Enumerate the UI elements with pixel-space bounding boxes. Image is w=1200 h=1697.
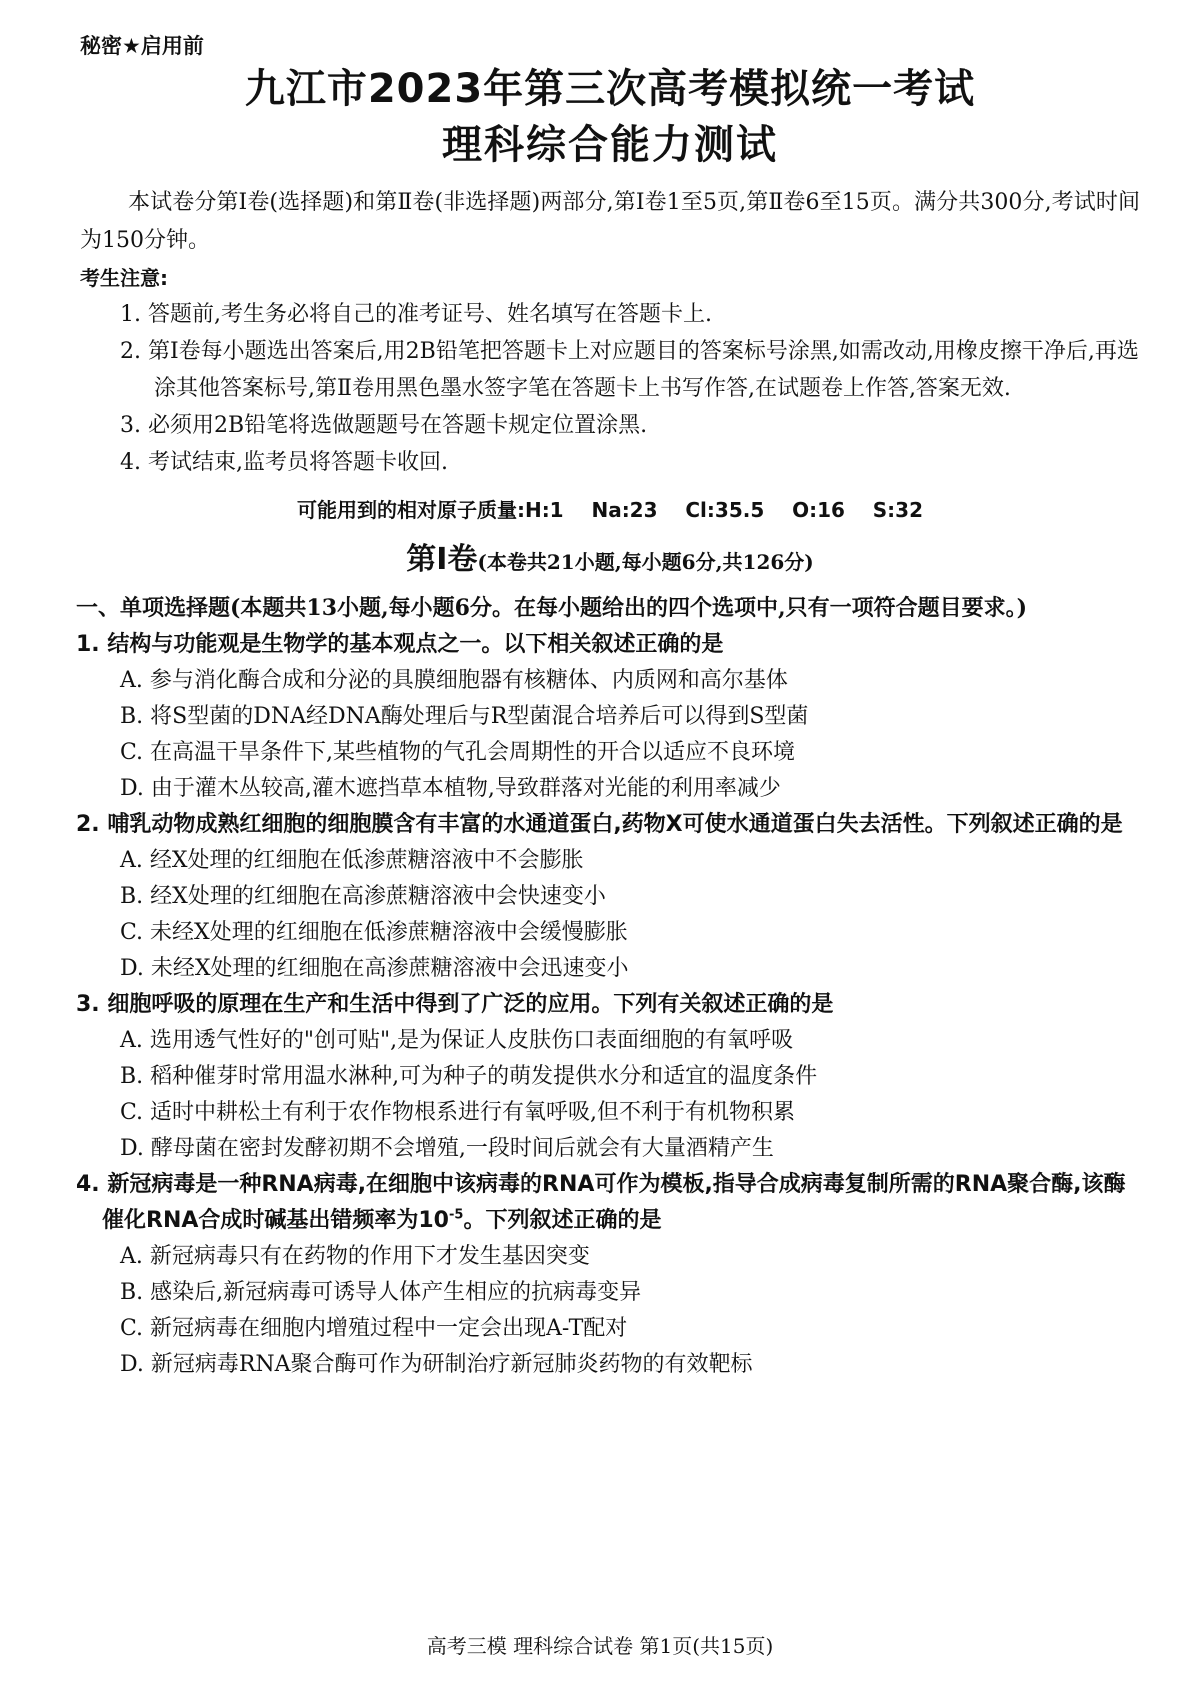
option-c: C. 新冠病毒在细胞内增殖过程中一定会出现A-T配对 [120,1316,628,1341]
option-c: C. 在高温干旱条件下,某些植物的气孔会周期性的开合以适应不良环境 [120,740,796,765]
option-a: A. 新冠病毒只有在药物的作用下才发生基因突变 [120,1244,590,1269]
option-a: A. 参与消化酶合成和分泌的具膜细胞器有核糖体、内质网和高尔基体 [120,668,788,693]
question-stem: 1. 结构与功能观是生物学的基本观点之一。以下相关叙述正确的是 [76,632,724,657]
volume-heading [80,535,1140,589]
exponent: -5 [449,1207,464,1223]
question-4 [76,1167,1140,1383]
exam-subtitle: 理科综合能力测试 [442,122,778,168]
question-3 [76,987,1140,1167]
question-2 [76,807,1140,987]
option-c: C. 未经X处理的红细胞在低渗蔗糖溶液中会缓慢膨胀 [120,920,628,945]
notice-item: 1. 答题前,考生务必将自己的准考证号、姓名填写在答题卡上. [120,302,712,327]
volume-description: (本卷共21小题,每小题6分,共126分) [477,550,814,574]
page-footer: 高考三模 理科综合试卷 第1页(共15页) [426,1634,774,1658]
option-b: B. 经X处理的红细胞在高渗蔗糖溶液中会快速变小 [120,884,606,909]
question-stem: 2. 哺乳动物成熟红细胞的细胞膜含有丰富的水通道蛋白,药物X可使水通道蛋白失去活性。下列叙述正确的是 [76,812,1123,837]
volume-title: 第Ⅰ卷 [406,542,478,577]
question-stem-text: 4. 新冠病毒是一种RNA病毒,在细胞中该病毒的RNA可作为模板,指导合成病毒复制所需的RNA聚合酶,该酶催化RNA合成时碱基出错频率为10 [76,1172,1126,1233]
notice-heading: 考生注意: [80,266,168,290]
option-d: D. 未经X处理的红细胞在高渗蔗糖溶液中会迅速变小 [120,956,629,981]
question-stem [76,1167,1140,1239]
notice-item: 4. 考试结束,监考员将答题卡收回. [120,450,448,475]
option-b: B. 感染后,新冠病毒可诱导人体产生相应的抗病毒变异 [120,1280,642,1305]
option-d: D. 酵母菌在密封发酵初期不会增殖,一段时间后就会有大量酒精产生 [120,1136,774,1161]
option-d: D. 新冠病毒RNA聚合酶可作为研制治疗新冠肺炎药物的有效靶标 [120,1352,753,1377]
option-c: C. 适时中耕松土有利于农作物根系进行有氧呼吸,但不利于有机物积累 [120,1100,796,1125]
question-stem-text: 。下列叙述正确的是 [463,1208,662,1233]
section-title: 一、单项选择题(本题共13小题,每小题6分。在每小题给出的四个选项中,只有一项符合题目要求。) [76,595,1028,621]
exam-title: 九江市2023年第三次高考模拟统一考试 [244,66,976,112]
option-b: B. 稻种催芽时常用温水淋种,可为种子的萌发提供水分和适宜的温度条件 [120,1064,818,1089]
option-b: B. 将S型菌的DNA经DNA酶处理后与R型菌混合培养后可以得到S型菌 [120,704,809,729]
option-d: D. 由于灌木丛较高,灌木遮挡草本植物,导致群落对光能的利用率减少 [120,776,781,801]
option-a: A. 选用透气性好的"创可贴",是为保证人皮肤伤口表面细胞的有氧呼吸 [120,1028,794,1053]
notice-item: 3. 必须用2B铅笔将选做题题号在答题卡规定位置涂黑. [120,413,648,438]
exam-intro: 本试卷分第Ⅰ卷(选择题)和第Ⅱ卷(非选择题)两部分,第Ⅰ卷1至5页,第Ⅱ卷6至15页。满分共300分,考试时间为150分钟。 [80,190,1140,253]
notice-list [80,296,1140,481]
atomic-mass-line: 可能用到的相对原子质量:H:1 Na:23 Cl:35.5 O:16 S:32 [296,498,924,522]
option-a: A. 经X处理的红细胞在低渗蔗糖溶液中不会膨胀 [120,848,584,873]
question-stem: 3. 细胞呼吸的原理在生产和生活中得到了广泛的应用。下列有关叙述正确的是 [76,992,834,1017]
question-1 [76,627,1140,807]
confidential-label: 秘密★启用前 [80,34,204,58]
notice-item: 2. 第Ⅰ卷每小题选出答案后,用2B铅笔把答题卡上对应题目的答案标号涂黑,如需改动,用橡皮擦干净后,再选涂其他答案标号,第Ⅱ卷用黑色墨水签字笔在答题卡上书写作答,在试题卷上作答,答案无效. [120,339,1139,401]
